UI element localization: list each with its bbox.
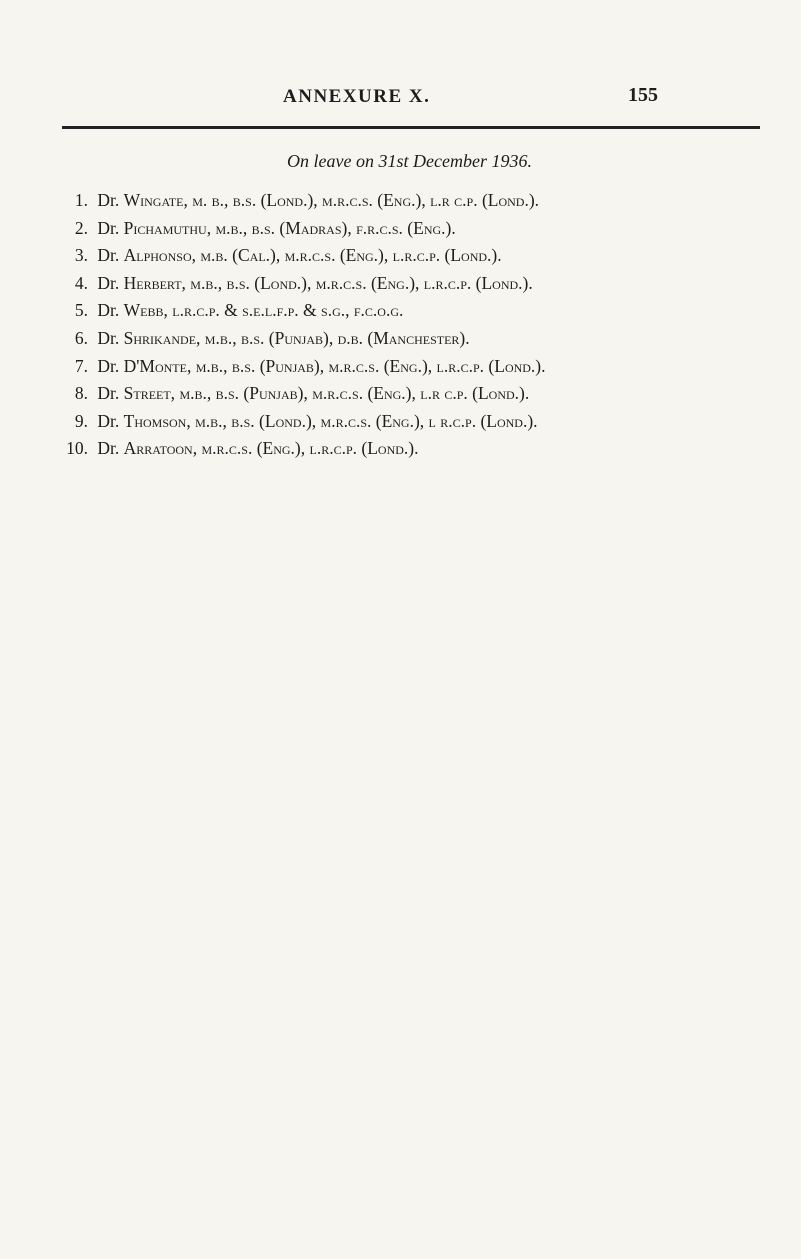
entry-qualifications: m.b., b.s. (Lond.), m.r.c.s. (Eng.), l.r.c.p. (Lond.). — [190, 272, 533, 293]
entry-number: 10. — [66, 438, 88, 459]
entry-number: 9. — [74, 410, 88, 431]
entry-number: 1. — [74, 190, 88, 210]
entry-number: 6. — [74, 327, 88, 348]
entry-number: 2. — [74, 217, 88, 238]
page-number: 155 — [628, 84, 658, 106]
entry-title: Dr. — [97, 272, 120, 293]
list-item — [56, 242, 796, 270]
entry-qualifications: m.b., b.s. (Punjab), m.r.c.s. (Eng.), l.r.c.p. (Lond.). — [195, 355, 546, 376]
entry-title: Dr. — [97, 245, 120, 266]
list-item — [56, 435, 796, 463]
entry-title: Dr. — [97, 383, 120, 404]
annexure-title: ANNEXURE X. — [283, 86, 431, 107]
entry-qualifications: l.r.c.p. & s.e.l.f.p. & s.g., f.c.o.g. — [172, 300, 404, 321]
entry-title: Dr. — [97, 327, 120, 348]
entry-title: Dr. — [97, 355, 120, 376]
entry-number: 4. — [74, 272, 88, 293]
entry-name: D'Monte, — [123, 355, 192, 376]
entry-title: Dr. — [97, 300, 120, 321]
entry-qualifications: m.b., b.s. (Lond.), m.r.c.s. (Eng.), l r.c.p. (Lond.). — [195, 410, 538, 431]
entry-name: Webb, — [123, 300, 168, 321]
list-item — [56, 353, 796, 381]
leave-list — [56, 187, 796, 463]
entry-qualifications: m.b., b.s. (Madras), f.r.c.s. (Eng.). — [215, 217, 456, 238]
entry-qualifications: m.b. (Cal.), m.r.c.s. (Eng.), l.r.c.p. (Lond.). — [200, 245, 502, 266]
entry-number: 5. — [74, 300, 88, 321]
list-item — [56, 187, 796, 215]
entry-name: Arratoon, — [123, 438, 198, 459]
entry-name: Wingate, — [123, 190, 188, 210]
entry-qualifications: m.b., b.s. (Punjab), d.b. (Manchester). — [204, 327, 470, 348]
list-item — [56, 215, 796, 243]
list-item — [56, 408, 796, 436]
entry-number: 3. — [74, 245, 88, 266]
entry-qualifications: m.b., b.s. (Punjab), m.r.c.s. (Eng.), l.r c.p. (Lond.). — [179, 383, 530, 404]
entry-name: Shrikande, — [123, 327, 201, 348]
entry-title: Dr. — [97, 190, 120, 210]
entry-name: Alphonso, — [123, 245, 196, 266]
entry-number: 7. — [74, 355, 88, 376]
entry-number: 8. — [74, 383, 88, 404]
list-item — [56, 297, 796, 325]
entry-title: Dr. — [97, 410, 120, 431]
entry-name: Thomson, — [123, 410, 191, 431]
entry-name: Pichamuthu, — [123, 217, 212, 238]
list-item — [56, 380, 796, 408]
header-rule — [62, 126, 760, 129]
entry-qualifications: m.r.c.s. (Eng.), l.r.c.p. (Lond.). — [201, 438, 419, 459]
entry-title: Dr. — [97, 438, 120, 459]
section-heading: On leave on 31st December 1936. — [287, 151, 532, 171]
list-item — [56, 270, 796, 298]
entry-qualifications: m. b., b.s. (Lond.), m.r.c.s. (Eng.), l.r c.p. (Lond.). — [192, 190, 540, 210]
running-head — [0, 86, 801, 116]
entry-name: Street, — [123, 383, 176, 404]
entry-title: Dr. — [97, 217, 120, 238]
list-item — [56, 325, 796, 353]
entry-name: Herbert, — [123, 272, 186, 293]
